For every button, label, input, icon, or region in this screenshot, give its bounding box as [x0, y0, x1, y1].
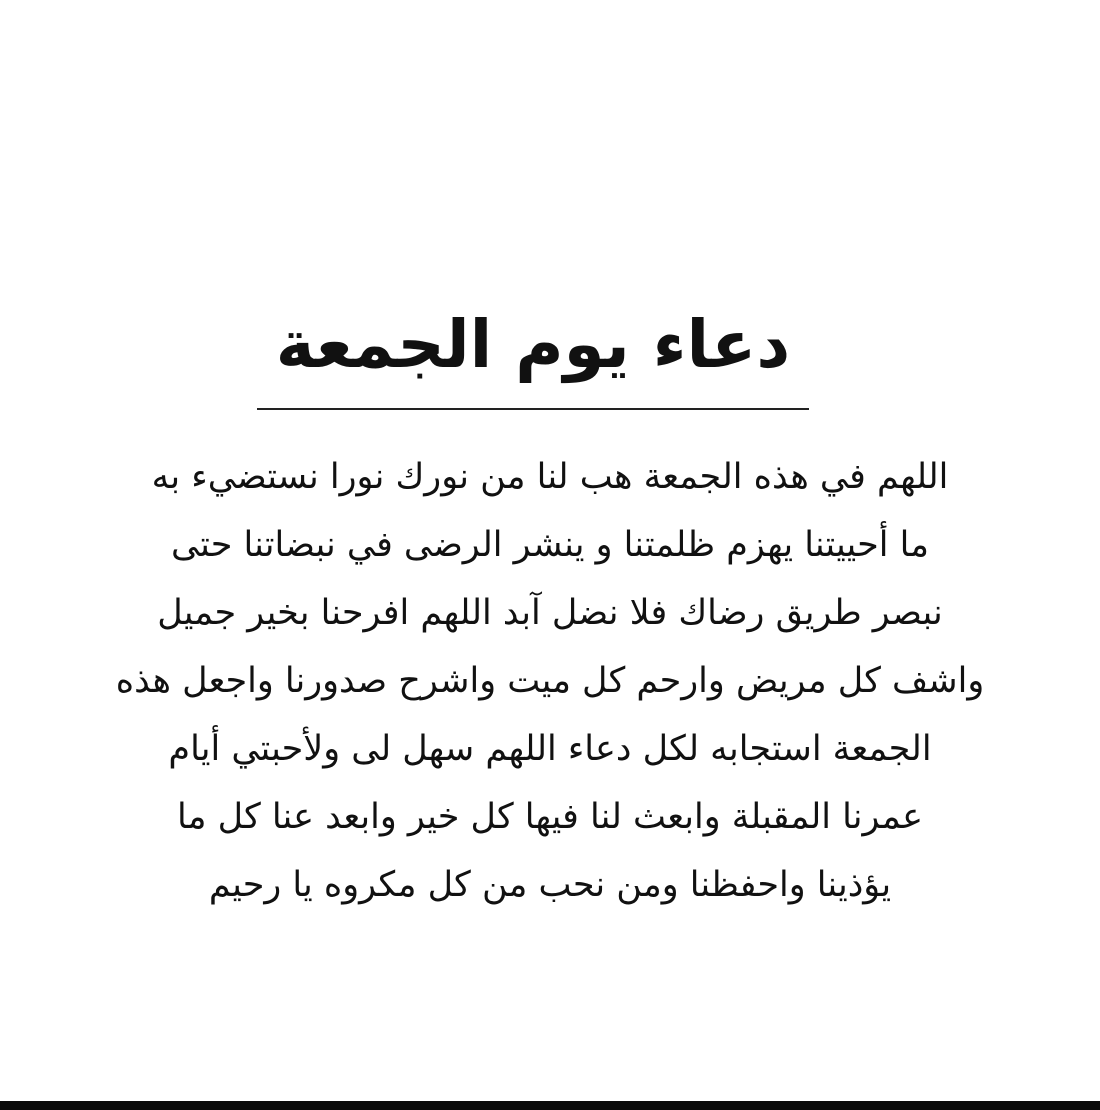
bottom-edge-bar	[0, 1101, 1100, 1110]
text-line: عمرنا المقبلة وابعث لنا فيها كل خير وابعد عنا كل ما	[177, 797, 923, 837]
text-line: يؤذينا واحفظنا ومن نحب من كل مكروه يا رحيم	[208, 865, 892, 905]
text-line: اللهم في هذه الجمعة هب لنا من نورك نورا نستضيء به	[151, 457, 949, 497]
text-line: نبصر طريق رضاك فلا نضل آبد اللهم افرحنا بخير جميل	[157, 593, 943, 633]
text-line: الجمعة استجابه لكل دعاء اللهم سهل لى ولأحبتي أيام	[168, 729, 932, 769]
prayer-text	[60, 443, 1040, 919]
text-line: ما أحييتنا يهزم ظلمتنا و ينشر الرضى في نبضاتنا حتى	[170, 525, 930, 565]
text-line: واشف كل مريض وارحم كل ميت واشرح صدورنا واجعل هذه	[115, 661, 985, 701]
title-underline-divider	[257, 408, 809, 410]
page-title: دعاء يوم الجمعة	[275, 306, 791, 383]
